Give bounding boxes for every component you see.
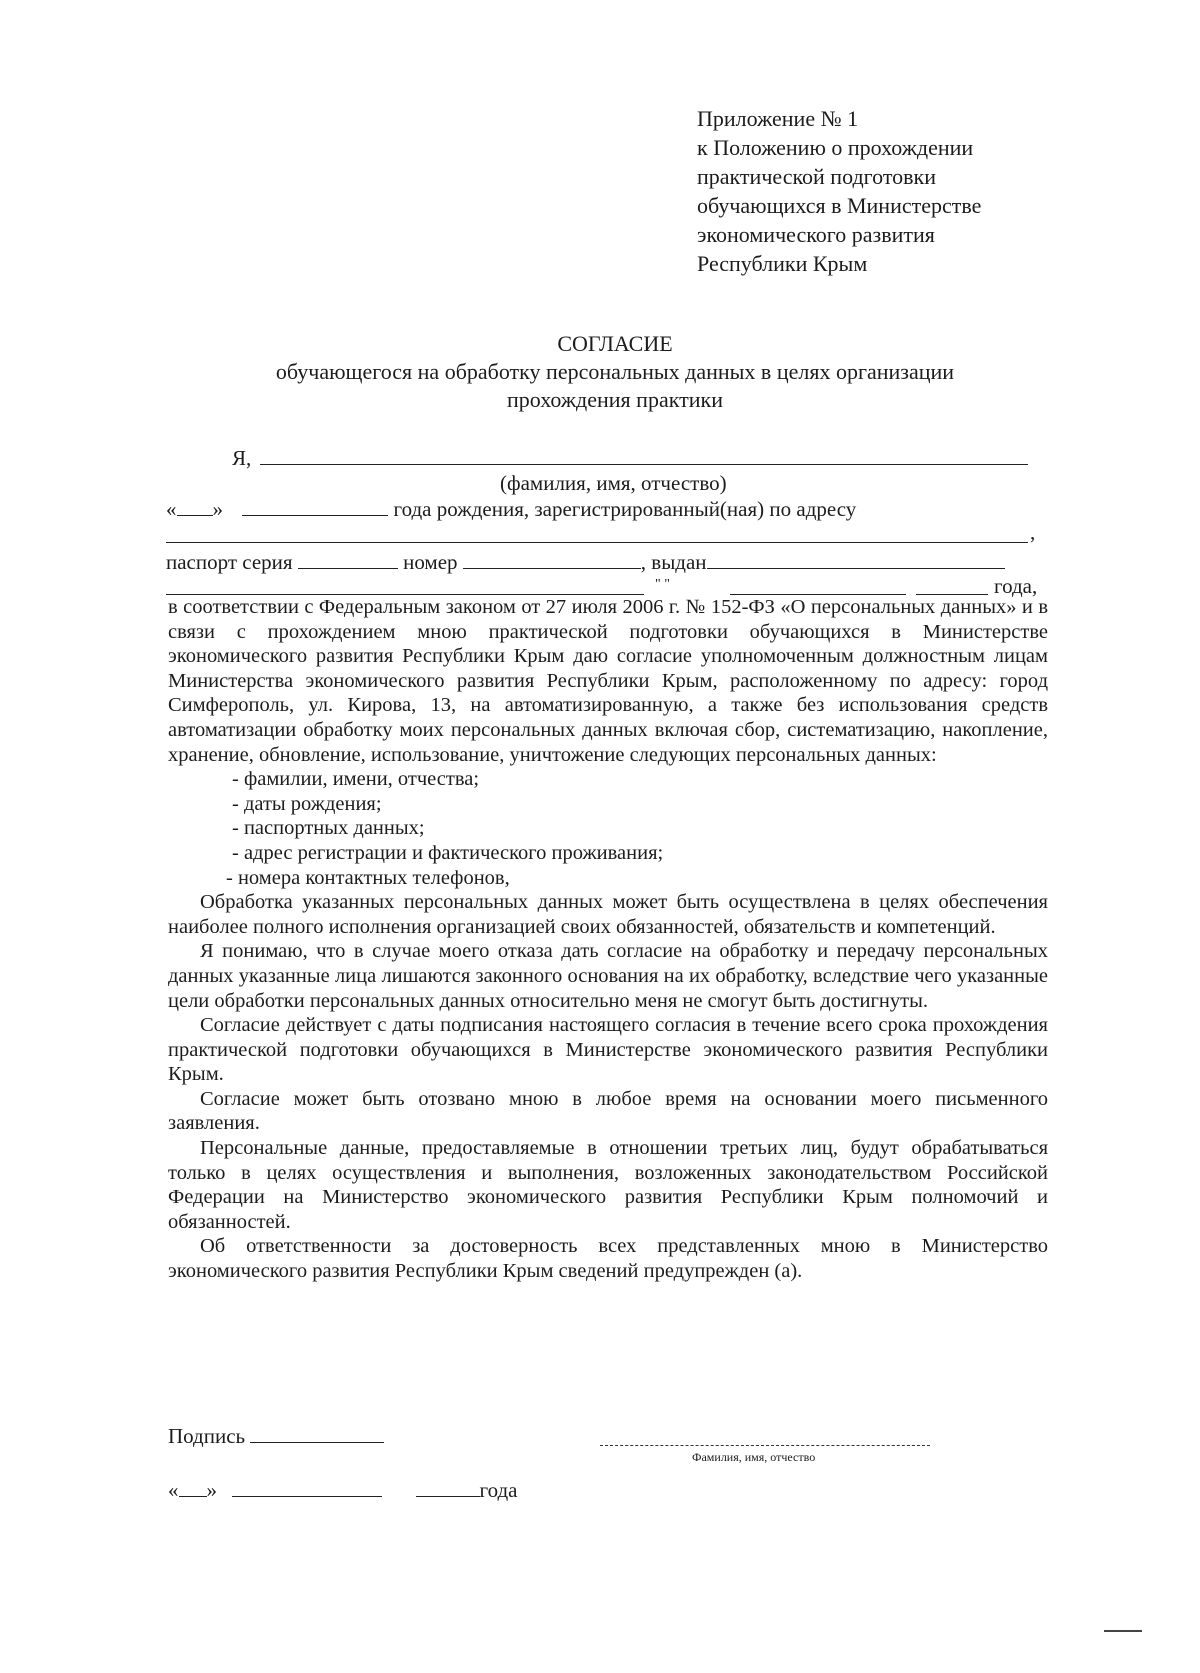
passport-number-field[interactable] xyxy=(463,550,641,569)
signer-fio-caption: Фамилия, имя, отчество xyxy=(692,1450,816,1464)
signature-row xyxy=(168,1424,384,1449)
address-comma: , xyxy=(1030,520,1036,544)
issue-date-quotes: " " xyxy=(655,577,670,592)
consent-paragraph-5: Согласие может быть отозвано мною в любое время на основании моего письменного заявления. xyxy=(168,1087,1048,1135)
document-title xyxy=(160,330,1070,414)
sign-year-field[interactable] xyxy=(416,1478,480,1497)
list-item-address: - адрес регистрации и фактического проживания; xyxy=(232,841,664,864)
list-item-fio: - фамилии, имени, отчества; xyxy=(232,768,480,791)
appendix-line-1: Приложение № 1 xyxy=(697,106,859,131)
consent-paragraph-1: в соответствии с Федеральным законом от 27 июля 2006 г. № 152-ФЗ «О персональных данных» и в связи с прохождением мною практической подготовки обучающихся в Министерстве экономического развития Республики Крым даю согласие уполномоченным должностным лицам Министерства экономического развития Республики Крым, расположенному по адресу: город Симферополь, ул. Кирова, 13, на автоматизированную, а также без использования средств автоматизации обработку моих персональных данных включая сбор, систематизацию, накопление, хранение, обновление, использование, уничтожение следующих персональных данных: xyxy=(168,596,1048,766)
name-row xyxy=(232,445,251,471)
passport-number-label: номер xyxy=(403,550,458,574)
birth-row xyxy=(166,496,856,522)
consent-paragraph-6: Персональные данные, предоставляемые в отношении третьих лиц, будут обрабатываться только в целях осуществления и выполнения, возложенных законодательством Российской Федерации на Министерство экономического развития Республики Крым полномочий и обязанностей. xyxy=(168,1137,1048,1233)
passport-series-label: паспорт серия xyxy=(166,550,293,574)
consent-paragraph-4: Согласие действует с даты подписания настоящего согласия в течение всего срока прохождения практической подготовки обучающихся в Министерстве экономического развития Республики Крым. xyxy=(168,1014,1048,1086)
appendix-line-3: практической подготовки xyxy=(697,164,937,189)
passport-issuer-field[interactable] xyxy=(707,550,1005,569)
fio-field[interactable] xyxy=(260,464,1028,465)
sign-date-close-quote: » xyxy=(206,1478,217,1502)
birth-close-quote: » xyxy=(212,497,223,521)
consent-paragraph-3: Я понимаю, что в случае моего отказа дать согласие на обработку и передачу персональных данных указанные лица лишаются законного основания на их обработку, вследствие чего указанные цели обработки персональных данных относительно меня не смогут быть достигнуты. xyxy=(168,940,1048,1012)
birth-open-quote: « xyxy=(166,497,177,521)
sign-date-row xyxy=(168,1478,518,1503)
ya-label: Я, xyxy=(232,446,252,470)
title-subtitle-2: прохождения практики xyxy=(507,387,723,412)
birth-text: года рождения, зарегистрированный(ная) по адресу xyxy=(393,497,857,521)
list-item-passport: - паспортных данных; xyxy=(232,817,425,840)
sign-year-label: года xyxy=(479,1478,518,1502)
passport-issued-label: , выдан xyxy=(640,550,707,574)
appendix-header xyxy=(697,104,981,278)
address-field[interactable] xyxy=(166,542,1028,543)
signer-fio-field[interactable] xyxy=(600,1445,930,1446)
title-main: СОГЛАСИЕ xyxy=(557,331,673,356)
list-item-phones: - номера контактных телефонов, xyxy=(226,866,510,889)
appendix-line-6: Республики Крым xyxy=(697,251,868,276)
consent-paragraph-7: Об ответственности за достоверность всех представленных мною в Министерство экономического развития Республики Крым сведений предупрежден (а). xyxy=(168,1235,1048,1283)
passport-row xyxy=(166,549,1005,575)
birth-month-field[interactable] xyxy=(242,497,388,516)
consent-paragraph-2: Обработка указанных персональных данных может быть осуществлена в целях обеспечения наиболее полного исполнения организацией своих обязанностей, обязательств и компетенций. xyxy=(168,891,1048,938)
appendix-line-4: обучающихся в Министерстве xyxy=(697,193,982,218)
signature-field[interactable] xyxy=(250,1424,384,1443)
sign-month-field[interactable] xyxy=(232,1478,382,1497)
appendix-line-2: к Положению о прохождении xyxy=(697,135,974,160)
issue-year-label: года, xyxy=(994,574,1038,598)
signature-label: Подпись xyxy=(168,1424,246,1448)
fio-caption: (фамилия, имя, отчество) xyxy=(500,471,727,495)
consent-body xyxy=(168,595,1048,1284)
list-item-birthdate: - даты рождения; xyxy=(232,792,382,815)
birth-day-field[interactable] xyxy=(177,497,213,516)
title-subtitle-1: обучающегося на обработку персональных данных в целях организации xyxy=(275,359,955,384)
appendix-line-5: экономического развития xyxy=(697,222,935,247)
scan-mark xyxy=(1104,1630,1142,1632)
sign-day-field[interactable] xyxy=(179,1478,207,1497)
sign-date-open-quote: « xyxy=(168,1478,179,1502)
passport-series-field[interactable] xyxy=(298,550,398,569)
